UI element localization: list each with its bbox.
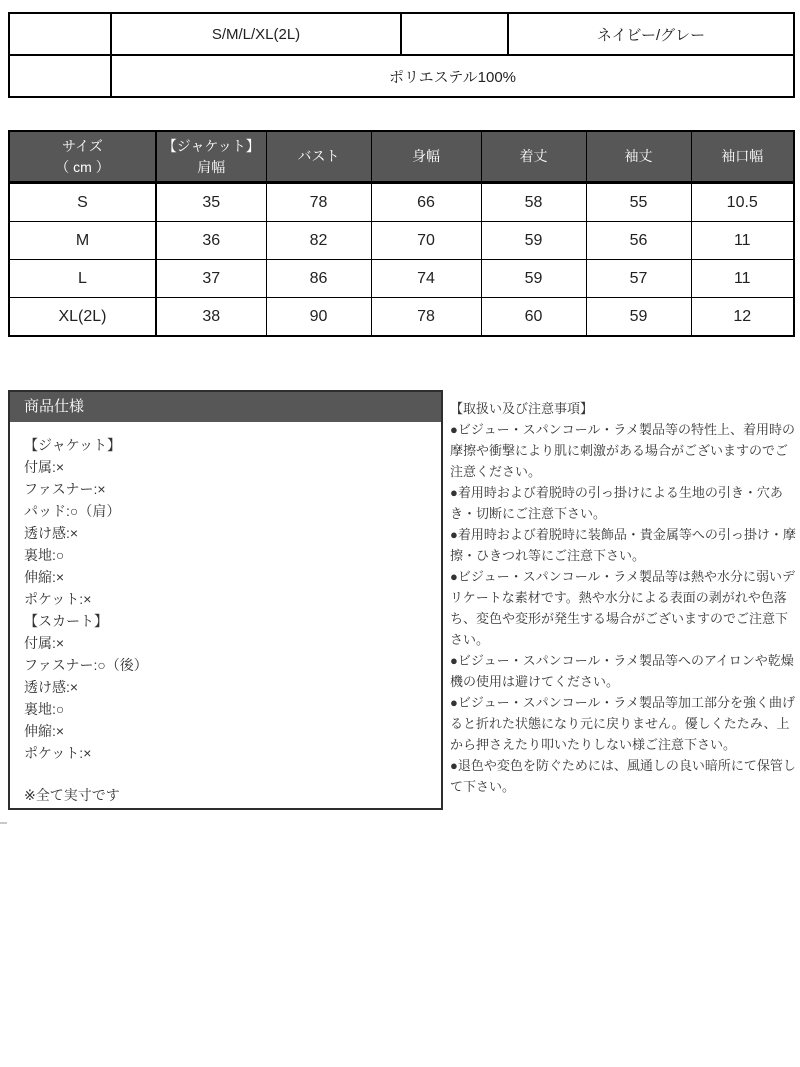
spec-line: 付属:× bbox=[24, 459, 65, 475]
cell: 12 bbox=[691, 298, 794, 337]
handling-notes bbox=[450, 398, 796, 797]
cell: 86 bbox=[266, 260, 371, 298]
note-item: ●ビジュー・スパンコール・ラメ製品等加工部分を強く曲げると折れた状態になり元に戻りません。優しくたたみ、上から押さえたり叩いたりしない様ご注意下さい。 bbox=[450, 695, 795, 752]
spec-line: ファスナー:○（後） bbox=[24, 657, 148, 673]
cell: 36 bbox=[156, 222, 266, 260]
cell: 59 bbox=[481, 260, 586, 298]
color-label-cell: カラー bbox=[401, 13, 508, 55]
cell: XL(2L) bbox=[9, 298, 156, 337]
cell: 78 bbox=[266, 183, 371, 222]
spec-line: 裏地:○ bbox=[24, 547, 65, 563]
cell: S bbox=[9, 183, 156, 222]
material-value-cell: ポリエステル100% bbox=[111, 55, 794, 97]
cell: 55 bbox=[586, 183, 691, 222]
col-header-size bbox=[9, 131, 156, 183]
cell: 90 bbox=[266, 298, 371, 337]
spec-line: 裏地:○ bbox=[24, 701, 65, 717]
spec-line: ポケット:× bbox=[24, 745, 92, 761]
size-chart-table bbox=[8, 130, 795, 337]
note-item: ●着用時および着脱時に装飾品・貴金属等への引っ掛け・摩擦・ひきつれ等にご注意下さい。 bbox=[450, 527, 796, 563]
spec-line: 【スカート】 bbox=[24, 613, 108, 629]
note-item: ●ビジュー・スパンコール・ラメ製品等は熱や水分に弱いデリケートな素材です。熱や水分による表面の剥がれや色落ち、変色や変形が発生する場合がございますのでご注意下さい。 bbox=[450, 569, 795, 647]
table-row bbox=[9, 55, 794, 97]
cell: 58 bbox=[481, 183, 586, 222]
col-header-length: 着丈 bbox=[481, 131, 586, 183]
spec-spacer bbox=[24, 764, 427, 784]
note-item: ●ビジュー・スパンコール・ラメ製品等の特性上、着用時の摩擦や衝撃により肌に刺激がある場合がございますのでご注意ください。 bbox=[450, 422, 795, 479]
size-chart-header-row bbox=[9, 131, 794, 183]
table-row-size-xl bbox=[9, 298, 794, 337]
table-row bbox=[9, 13, 794, 55]
spec-line: ファスナー:× bbox=[24, 481, 106, 497]
material-label-cell: 素材 bbox=[9, 55, 111, 97]
spec-line: ポケット:× bbox=[24, 591, 92, 607]
size-label-cell: サイズ bbox=[9, 13, 111, 55]
spec-line: 【ジャケット】 bbox=[24, 437, 122, 453]
cell: 66 bbox=[371, 183, 481, 222]
cell: L bbox=[9, 260, 156, 298]
col-header-cuff-width: 袖口幅 bbox=[691, 131, 794, 183]
size-value-cell: S/M/L/XL(2L) bbox=[111, 13, 401, 55]
product-spec-box bbox=[8, 390, 443, 810]
spec-line: 伸縮:× bbox=[24, 723, 65, 739]
product-summary-table bbox=[8, 12, 795, 98]
cell: 60 bbox=[481, 298, 586, 337]
cell: M bbox=[9, 222, 156, 260]
cell: 78 bbox=[371, 298, 481, 337]
note-item: ●退色や変色を防ぐためには、風通しの良い暗所にて保管して下さい。 bbox=[450, 758, 796, 794]
handling-notes-title: 【取扱い及び注意事項】 bbox=[450, 401, 594, 416]
col-header-line: サイズ bbox=[62, 138, 103, 155]
note-item: ●ビジュー・スパンコール・ラメ製品等へのアイロンや乾燥機の使用は避けてください。 bbox=[450, 653, 794, 689]
cell: 10.5 bbox=[691, 183, 794, 222]
stray-mark bbox=[0, 822, 7, 824]
cell: 74 bbox=[371, 260, 481, 298]
cell: 35 bbox=[156, 183, 266, 222]
cell: 59 bbox=[586, 298, 691, 337]
cell: 59 bbox=[481, 222, 586, 260]
col-header-line: 肩幅 bbox=[197, 158, 226, 175]
col-header-line: 【ジャケット】 bbox=[162, 138, 260, 155]
note-item: ●着用時および着脱時の引っ掛けによる生地の引き・穴あき・切断にご注意下さい。 bbox=[450, 485, 783, 521]
table-row-size-m bbox=[9, 222, 794, 260]
cell: 11 bbox=[691, 260, 794, 298]
col-header-sleeve-length: 袖丈 bbox=[586, 131, 691, 183]
cell: 38 bbox=[156, 298, 266, 337]
col-header-bust: バスト bbox=[266, 131, 371, 183]
table-row-size-s bbox=[9, 183, 794, 222]
spec-line: 透け感:× bbox=[24, 525, 79, 541]
spec-box-body bbox=[10, 422, 441, 806]
cell: 70 bbox=[371, 222, 481, 260]
cell: 56 bbox=[586, 222, 691, 260]
col-header-body-width: 身幅 bbox=[371, 131, 481, 183]
col-header-shoulder bbox=[156, 131, 266, 183]
spec-line: 透け感:× bbox=[24, 679, 79, 695]
cell: 37 bbox=[156, 260, 266, 298]
cell: 57 bbox=[586, 260, 691, 298]
color-value-cell: ネイビー/グレー bbox=[508, 13, 794, 55]
cell: 82 bbox=[266, 222, 371, 260]
cell: 11 bbox=[691, 222, 794, 260]
col-header-line: （ cm ） bbox=[55, 158, 110, 175]
spec-line: 伸縮:× bbox=[24, 569, 65, 585]
spec-measurement-note: ※全て実寸です bbox=[24, 787, 120, 803]
spec-line: パッド:○（肩） bbox=[24, 503, 121, 519]
table-row-size-l bbox=[9, 260, 794, 298]
spec-box-title: 商品仕様 bbox=[10, 392, 441, 422]
spec-line: 付属:× bbox=[24, 635, 65, 651]
